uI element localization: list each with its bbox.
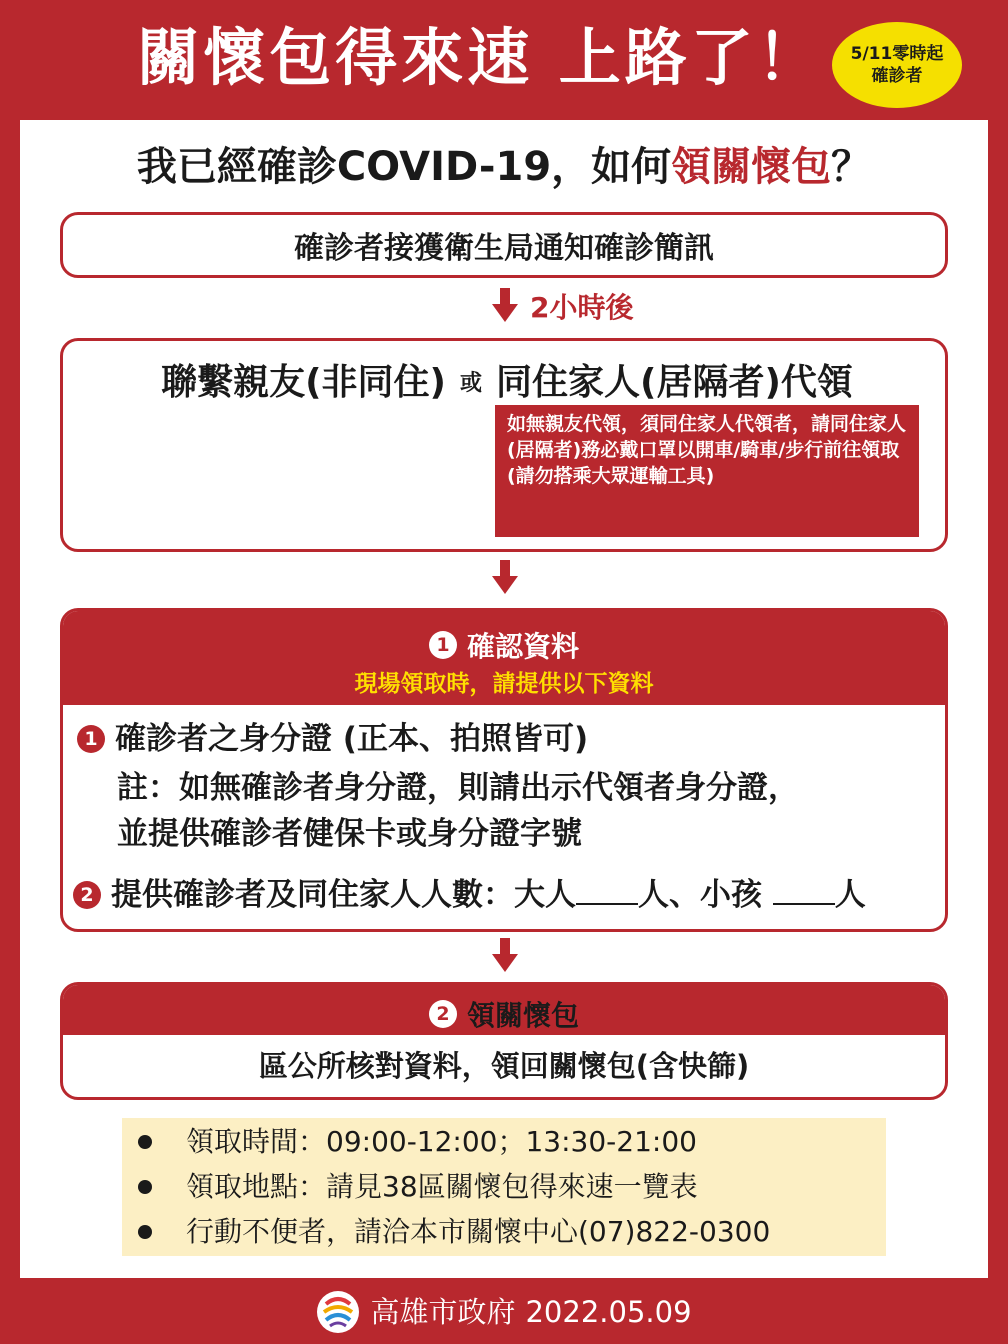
notice-step-text: 確診者接獲衛生局通知確診簡訊 xyxy=(294,231,714,266)
bullet-icon xyxy=(138,1135,152,1149)
requirement-1-note-line-1: 註：如無確診者身分證，則請出示代領者身分證， xyxy=(117,770,799,806)
down-arrow-icon xyxy=(492,938,518,974)
pickup-person-box xyxy=(60,338,948,552)
requirement-2-text-a: 提供確診者及同住家人人數：大人 xyxy=(111,877,576,913)
wait-time-label: 2小時後 xyxy=(530,291,634,324)
info-item xyxy=(138,1212,770,1252)
household-pickup-note: 如無親友代領，須同住家人代領者，請同住家人(居隔者)務必戴口罩以開車/騎車/步行前往領取(請勿搭乘大眾運輸工具) xyxy=(495,405,919,537)
requirement-number-icon: 2 xyxy=(73,881,101,909)
info-item xyxy=(138,1122,697,1162)
requirement-2-text xyxy=(111,873,866,917)
start-date-badge xyxy=(832,22,962,108)
requirement-1-text: 確診者之身分證 (正本、拍照皆可) xyxy=(115,721,589,757)
info-panel xyxy=(122,1118,886,1256)
adult-count-blank xyxy=(576,875,638,905)
requirement-1 xyxy=(77,717,588,761)
down-arrow-icon xyxy=(492,560,518,596)
confirm-info-box xyxy=(60,608,948,932)
question-prefix: 我已經確診COVID-19，如何 xyxy=(136,144,672,190)
step-2-label: 領關懷包 xyxy=(466,999,579,1032)
receive-package-box xyxy=(60,982,948,1100)
badge-line-1: 5/11零時起 xyxy=(850,44,944,64)
requirement-2-text-b: 人、小孩 xyxy=(638,877,762,913)
receive-package-text: 區公所核對資料，領回關懷包(含快篩) xyxy=(258,1049,750,1083)
info-pickup-time: 領取時間：09:00-12:00；13:30-21:00 xyxy=(186,1125,697,1158)
requirement-number-icon: 1 xyxy=(77,725,105,753)
info-item xyxy=(138,1167,698,1207)
pickup-options xyxy=(63,359,951,408)
content-panel xyxy=(20,120,988,1278)
pickup-option-household: 同住家人(居隔者)代領 xyxy=(496,362,853,403)
step-1-subtitle: 現場領取時，請提供以下資料 xyxy=(354,671,654,697)
notice-step-box xyxy=(60,212,948,278)
requirement-1-note-line-2: 並提供確診者健保卡或身分證字號 xyxy=(117,816,582,852)
pickup-or: 或 xyxy=(459,371,482,396)
step-2-title xyxy=(63,994,945,1034)
pickup-option-friend: 聯繫親友(非同住) xyxy=(161,362,446,403)
step-1-label: 確認資料 xyxy=(466,630,579,663)
question-suffix: ？ xyxy=(831,144,872,190)
main-question xyxy=(20,142,988,192)
footer-org: 高雄市政府 xyxy=(370,1295,516,1329)
badge-line-2: 確診者 xyxy=(871,66,923,86)
down-arrow-icon xyxy=(492,288,518,324)
question-highlight: 領關懷包 xyxy=(671,144,832,190)
kaohsiung-city-logo-icon xyxy=(316,1290,360,1334)
bullet-icon xyxy=(138,1225,152,1239)
poster-title: 關懷包得來速 上路了！ xyxy=(137,21,823,94)
receive-package-header xyxy=(63,985,945,1035)
requirement-2 xyxy=(73,873,866,917)
confirm-info-header xyxy=(63,611,945,705)
footer xyxy=(0,1290,1008,1334)
info-pickup-location: 領取地點：請見38區關懷包得來速一覽表 xyxy=(186,1170,698,1203)
child-count-blank xyxy=(773,875,835,905)
step-1-title xyxy=(63,625,945,665)
info-contact: 行動不便者，請洽本市關懷中心(07)822-0300 xyxy=(186,1215,771,1248)
step-number-icon: 2 xyxy=(429,1000,457,1028)
step-number-icon: 1 xyxy=(429,631,457,659)
requirement-2-text-c: 人 xyxy=(834,877,866,913)
bullet-icon xyxy=(138,1180,152,1194)
footer-date: 2022.05.09 xyxy=(525,1295,692,1329)
